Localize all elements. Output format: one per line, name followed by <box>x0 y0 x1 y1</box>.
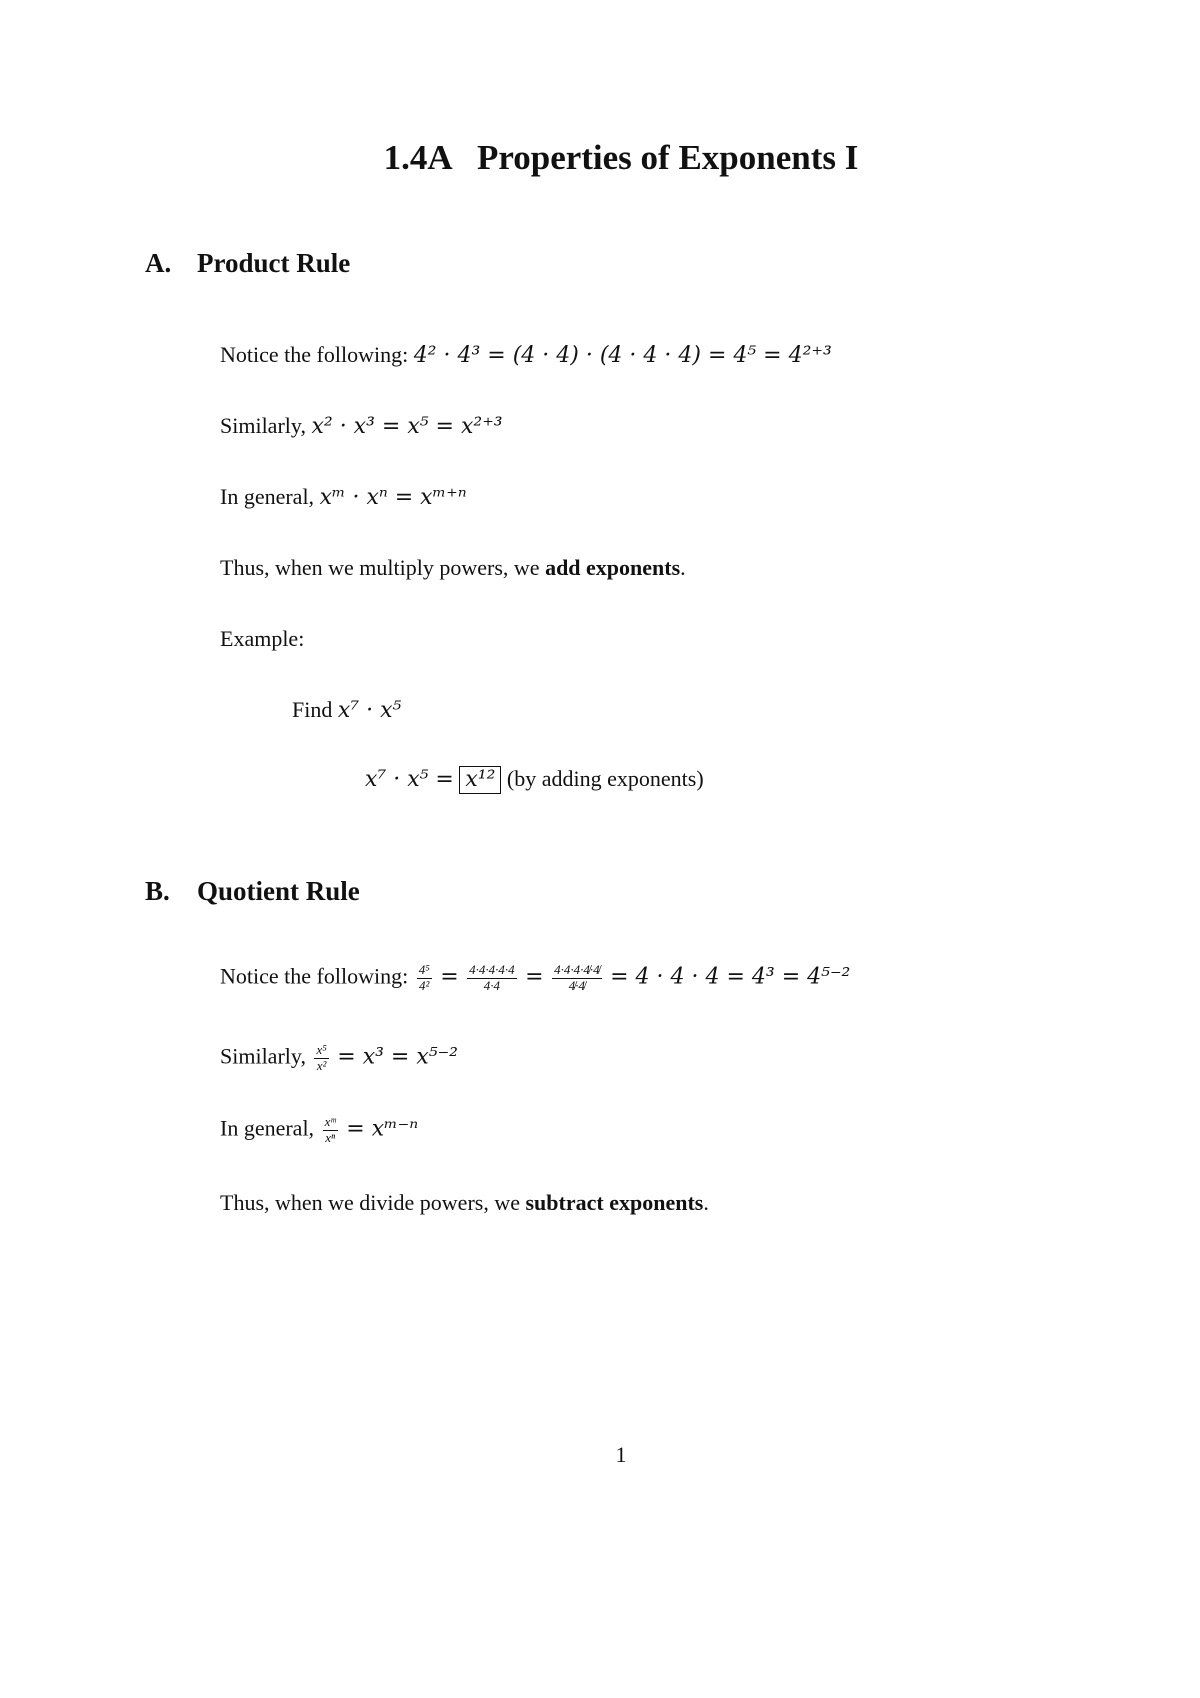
fraction-3-numerator: 4·4·4·4̸·4̸ <box>554 962 600 977</box>
similarly-fraction-numerator: x⁵ <box>316 1042 327 1057</box>
quotient-similarly-line <box>220 1043 458 1074</box>
page-number: 1 <box>615 1442 627 1467</box>
quotient-notice-tail: = 4 · 4 · 4 = 4³ = 4⁵⁻² <box>610 964 851 990</box>
quotient-thus-suffix: . <box>703 1190 709 1215</box>
quotient-general-prefix: In general, <box>220 1115 315 1141</box>
product-similarly-line <box>220 413 503 440</box>
product-similarly-math: x² · x³ = x⁵ = x²⁺³ <box>311 414 503 439</box>
product-thus-suffix: . <box>680 555 686 580</box>
quotient-notice-prefix: Notice the following: <box>220 963 409 989</box>
quotient-fraction-2 <box>467 963 517 994</box>
quotient-general-tail: = xᵐ⁻ⁿ <box>346 1116 419 1142</box>
fraction-2-denominator: 4·4 <box>483 977 501 993</box>
similarly-fraction-denominator: x² <box>316 1057 327 1073</box>
example-find-label: Find <box>292 697 333 722</box>
fraction-3-denominator: 4̸·4̸ <box>568 977 585 993</box>
example-find-math: x⁷ · x⁵ <box>337 698 402 723</box>
product-notice-line <box>220 342 832 369</box>
section-b-heading <box>145 876 360 907</box>
product-notice-math: 4² · 4³ = (4 · 4) · (4 · 4 · 4) = 4⁵ = 4²⁺³ <box>413 343 832 368</box>
section-a-title: Product Rule <box>197 248 351 278</box>
general-fraction-denominator: xⁿ <box>325 1129 336 1145</box>
example-solution-lhs: x⁷ · x⁵ = <box>365 767 454 792</box>
product-similarly-prefix: Similarly, <box>220 413 306 438</box>
quotient-similarly-fraction <box>314 1043 328 1074</box>
page-title: 1.4A Properties of Exponents I <box>383 138 859 177</box>
quotient-general-line <box>220 1115 418 1146</box>
product-general-line <box>220 484 467 511</box>
product-thus-bold: add exponents <box>545 555 681 580</box>
quotient-general-fraction <box>323 1115 338 1146</box>
quotient-thus-bold: subtract exponents <box>525 1190 704 1215</box>
fraction-2-numerator: 4·4·4·4·4 <box>469 962 515 977</box>
fraction-1-numerator: 4⁵ <box>418 962 430 977</box>
section-a-heading <box>145 248 350 279</box>
product-notice-prefix: Notice the following: <box>220 342 409 367</box>
product-thus-prefix: Thus, when we multiply powers, we <box>220 555 546 580</box>
section-b-letter: B. <box>145 876 170 906</box>
product-thus-line <box>220 555 686 581</box>
quotient-similarly-prefix: Similarly, <box>220 1043 306 1069</box>
example-label: Example: <box>220 626 305 651</box>
quotient-fraction-3 <box>552 963 602 994</box>
quotient-similarly-tail: = x³ = x⁵⁻² <box>337 1044 458 1070</box>
quotient-thus-prefix: Thus, when we divide powers, we <box>220 1190 526 1215</box>
example-solution-line <box>365 766 704 794</box>
product-general-math: xᵐ · xⁿ = xᵐ⁺ⁿ <box>319 485 467 510</box>
section-b-title: Quotient Rule <box>197 876 360 906</box>
general-fraction-numerator: xᵐ <box>324 1114 336 1129</box>
example-find-line <box>292 697 401 724</box>
product-general-prefix: In general, <box>220 484 315 509</box>
quotient-notice-line: Notice the following: $\frac{\text{4⁵}}{\text{4²}}$ = $\frac{4\cdot 4\cdot 4\cdot 4\cdot 4}{4\cdot 4}$ = $\frac{4\cdot 4\cdot 4\cdot 4̸\cdot 4̸}{4̸\cdot 4̸}$ = 4 · 4 · 4 = 4³ = 4⁵⁻² <box>220 962 851 993</box>
quotient-thus-line <box>220 1190 709 1216</box>
quotient-fraction-1 <box>417 963 432 994</box>
section-a-letter: A. <box>145 248 172 278</box>
example-solution-boxed-answer: x¹² <box>459 766 501 794</box>
fraction-1-denominator: 4² <box>419 977 430 993</box>
example-solution-note: (by adding exponents) <box>506 766 704 791</box>
